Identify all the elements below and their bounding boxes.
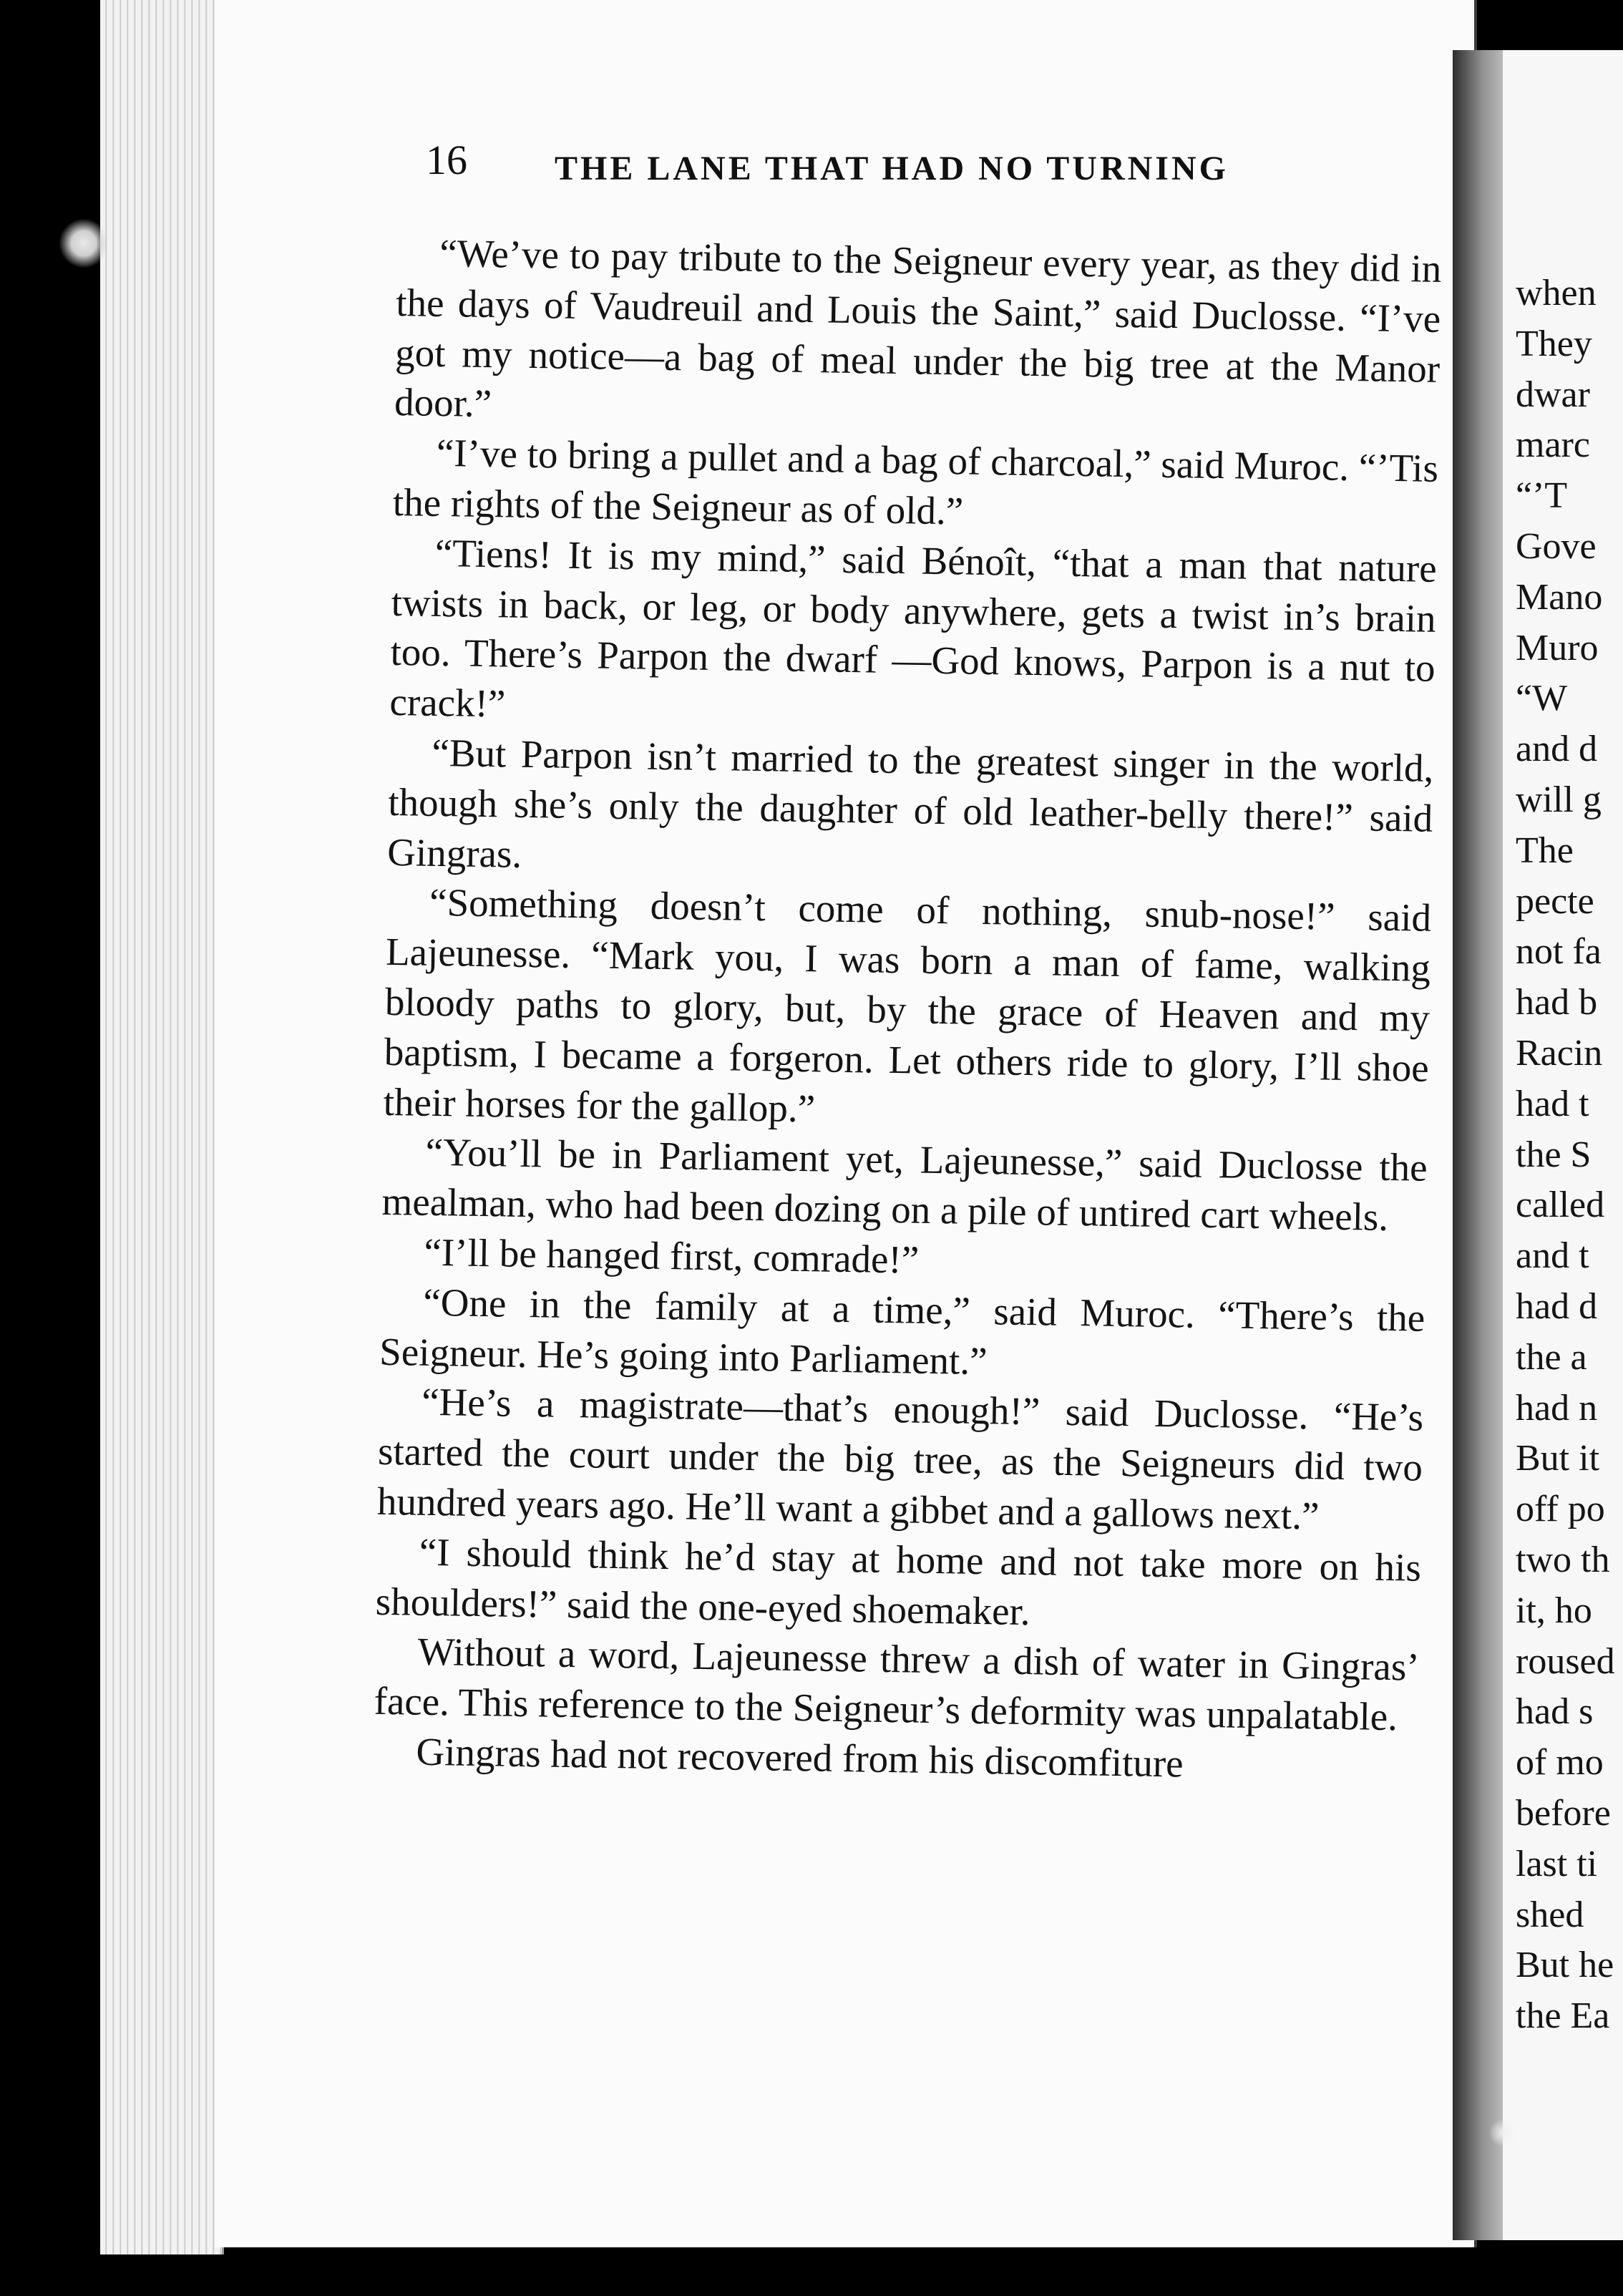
running-header <box>426 136 1342 200</box>
facing-line: the S <box>1516 1134 1592 1175</box>
body-text <box>373 228 1442 1792</box>
facing-line: had n <box>1516 1387 1598 1429</box>
facing-line: Mano <box>1516 576 1603 618</box>
paragraph: Gingras had not recovered from his discomfiture <box>416 1729 1184 1786</box>
facing-line: two th <box>1516 1539 1610 1580</box>
paragraph: “I’ll be hanged first, comrade!” <box>424 1230 920 1282</box>
paragraph: “I’ve to bring a pullet and a bag of charcoal,” said Muroc. “’Tis the rights of the Seigneur as of old.” <box>392 431 1439 533</box>
facing-line: had b <box>1516 982 1598 1023</box>
facing-line: not fa <box>1516 931 1602 973</box>
facing-line: pecte <box>1516 880 1594 922</box>
facing-line: will g <box>1516 779 1602 820</box>
facing-line: last ti <box>1516 1843 1598 1884</box>
paragraph: Without a word, Lajeunesse threw a dish of water in Gingras’ face. This reference to the Seigneur’s deformity was unpalatable. <box>374 1630 1420 1739</box>
facing-line: But he <box>1516 1945 1614 1986</box>
facing-line: had s <box>1516 1691 1594 1733</box>
facing-line: Muro <box>1516 627 1599 668</box>
facing-line: “W <box>1516 678 1568 719</box>
running-title: THE LANE THAT HAD NO TURNING <box>555 150 1229 188</box>
facing-line: roused <box>1516 1640 1615 1682</box>
paragraph: “I should think he’d stay at home and not take more on his shoulders!” said the one-eyed shoemaker. <box>375 1529 1422 1633</box>
paragraph: “One in the family at a time,” said Muroc. “There’s the Seigneur. He’s going into Parliament.” <box>379 1280 1425 1383</box>
facing-line: They <box>1516 323 1592 364</box>
facing-line: it, ho <box>1516 1590 1592 1631</box>
facing-line: the a <box>1516 1336 1587 1378</box>
facing-line: Gove <box>1516 525 1597 567</box>
facing-line: when <box>1516 273 1597 313</box>
facing-line: But it <box>1516 1438 1600 1479</box>
facing-line: and t <box>1516 1235 1589 1277</box>
book-page-edges <box>100 0 224 2254</box>
paragraph: “Something doesn’t come of nothing, snub-nose!” said Lajeunesse. “Mark you, I was born a man of fame, walking bloody paths to glory, but, by the grace of Heaven and my baptism, I became a forgeron. Let others ride to glory, I’ll shoe their horses for the gallop.” <box>383 880 1432 1130</box>
paragraph: “He’s a magistrate—that’s enough!” said Duclosse. “He’s started the court under the big tree, as the Seigneurs did two hundred years ago. He’ll want a gibbet and a gallows next.” <box>376 1380 1424 1538</box>
paragraph: “We’ve to pay tribute to the Seigneur every year, as they did in the days of Vaudreuil and Louis the Saint,” said Duclosse. “I’ve got my notice—a bag of meal under the big tree at the Manor door.” <box>394 230 1442 426</box>
facing-line: the Ea <box>1516 1995 1610 2037</box>
facing-line: called <box>1516 1185 1605 1226</box>
facing-line: had d <box>1516 1285 1598 1327</box>
scan-speck <box>1488 2119 1517 2147</box>
paragraph: “Tiens! It is my mind,” said Bénoît, “that a man that nature twists in back, or leg, or body anywhere, gets a twist in’s brain too. There’s Parpon the dwarf —God knows, Parpon is a nut to crack!” <box>389 530 1438 726</box>
paragraph: “You’ll be in Parliament yet, Lajeunesse,” said Duclosse the mealman, who had been dozing on a pile of untired cart wheels. <box>381 1130 1428 1240</box>
paragraph: “But Parpon isn’t married to the greatest singer in the world, though she’s only the daughter of old leather-belly there!” said Gingras. <box>386 730 1434 876</box>
facing-line: dwar <box>1516 374 1590 415</box>
facing-line: off po <box>1516 1489 1605 1530</box>
facing-line: “’T <box>1516 475 1568 517</box>
facing-line: had t <box>1516 1083 1589 1124</box>
facing-line: The <box>1516 830 1574 871</box>
facing-line: before <box>1516 1792 1611 1834</box>
facing-line: and d <box>1516 729 1598 770</box>
facing-line: marc <box>1516 424 1590 466</box>
facing-line: Racin <box>1516 1032 1603 1074</box>
facing-line: shed <box>1516 1894 1584 1935</box>
facing-page-text <box>1516 268 1623 2042</box>
page-number: 16 <box>426 137 467 183</box>
facing-line: of mo <box>1516 1742 1604 1784</box>
scan-speck <box>59 218 109 268</box>
